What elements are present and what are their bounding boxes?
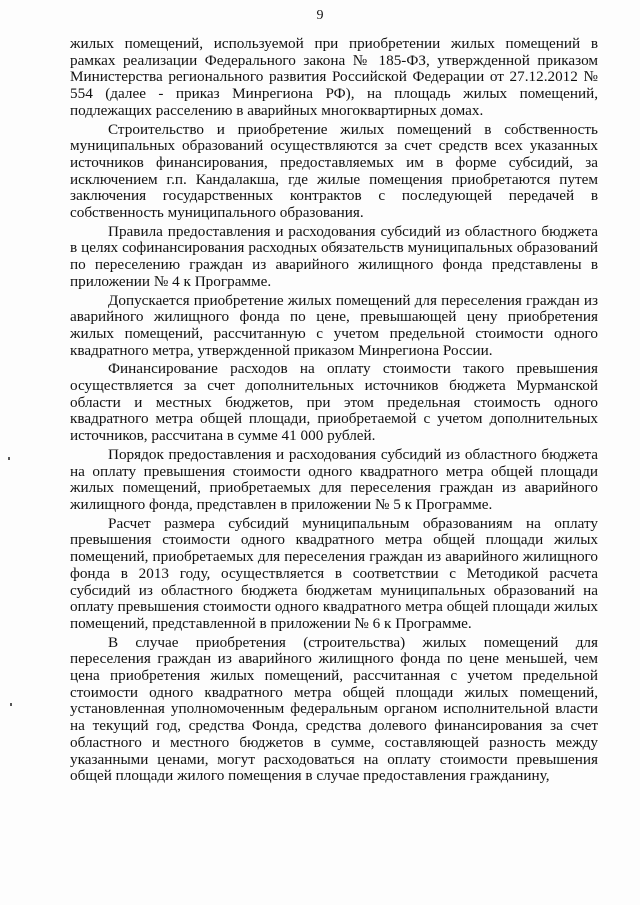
paragraph-continuation: жилых помещений, используемой при приобретении жилых помещений в рамках реализации Федерального закона № 185-ФЗ, утвержденной приказом Министерства регионального развития Российской Федерации от 27.12.2012 № 554 (далее - приказ Минрегиона РФ), на площадь жилых помещений, подлежащих расселению в аварийных многоквартирных домах.: [70, 35, 598, 119]
paragraph-lower-price-case: В случае приобретения (строительства) жилых помещений для переселения граждан из аварийного жилищного фонда по цене меньшей, чем цена приобретения жилых помещений, рассчитанная с учетом предельной стоимости одного квадратного метра общей площади жилых помещений, установленная уполномоченным федеральным органом исполнительной власти на текущий год, средства Фонда, средства долевого финансирования за счет областного и местного бюджетов в сумме, составляющей разность между указанными ценами, могут расходоваться на оплату стоимости превышения общей площади жилого помещения в случае предоставления гражданину,: [70, 633, 598, 785]
paragraph-price-exceeding: Допускается приобретение жилых помещений для переселения граждан из аварийного жилищного фонда по цене, превышающей цену приобретения жилых помещений, рассчитанную с учетом предельной стоимости одного квадратного метра, утвержденной приказом Минрегиона России.: [70, 291, 598, 359]
paragraph-construction-purchase: Строительство и приобретение жилых помещений в собственность муниципальных образований осуществляются за счет средств всех указанных источников финансирования, предоставляемых им в форме субсидий, за исключением г.п. Кандалакша, где жилые помещения приобретаются путем заключения государственных контрактов с последующей передачей в собственность муниципального образования.: [70, 120, 598, 222]
scan-margin-mark: [10, 703, 12, 706]
document-body: [70, 36, 598, 787]
paragraph-procedure: Порядок предоставления и расходования субсидий из областного бюджета на оплату превышения стоимости одного квадратного метра общей площади жилых помещений, приобретаемых для переселения граждан из аварийного жилищного фонда, представлен в приложении № 5 к Программе.: [70, 445, 598, 513]
paragraph-financing-excess: Финансирование расходов на оплату стоимости такого превышения осуществляется за счет дополнительных источников бюджета Мурманской области и местных бюджетов, при этом предельная стоимость одного квадратного метра общей площади, приобретаемой с учетом дополнительных источников, рассчитана в сумме 41 000 рублей.: [70, 360, 598, 445]
paragraph-calculation: Расчет размера субсидий муниципальным образованиям на оплату превышения стоимости одного квадратного метра общей площади жилых помещений, приобретаемых для переселения граждан из аварийного жилищного фонда в 2013 году, осуществляется в соответствии с Методикой расчета субсидий из областного бюджета бюджетам муниципальных образований на оплату превышения стоимости одного квадратного метра общей площади жилых помещений, представленной в приложении № 6 к Программе.: [70, 514, 598, 632]
page-number: 9: [316, 8, 324, 23]
paragraph-subsidy-rules: Правила предоставления и расходования субсидий из областного бюджета в целях софинансирования расходных обязательств муниципальных образований по переселению граждан из аварийного жилищного фонда представлены в приложении № 4 к Программе.: [70, 222, 598, 290]
scan-margin-mark: [8, 457, 10, 460]
